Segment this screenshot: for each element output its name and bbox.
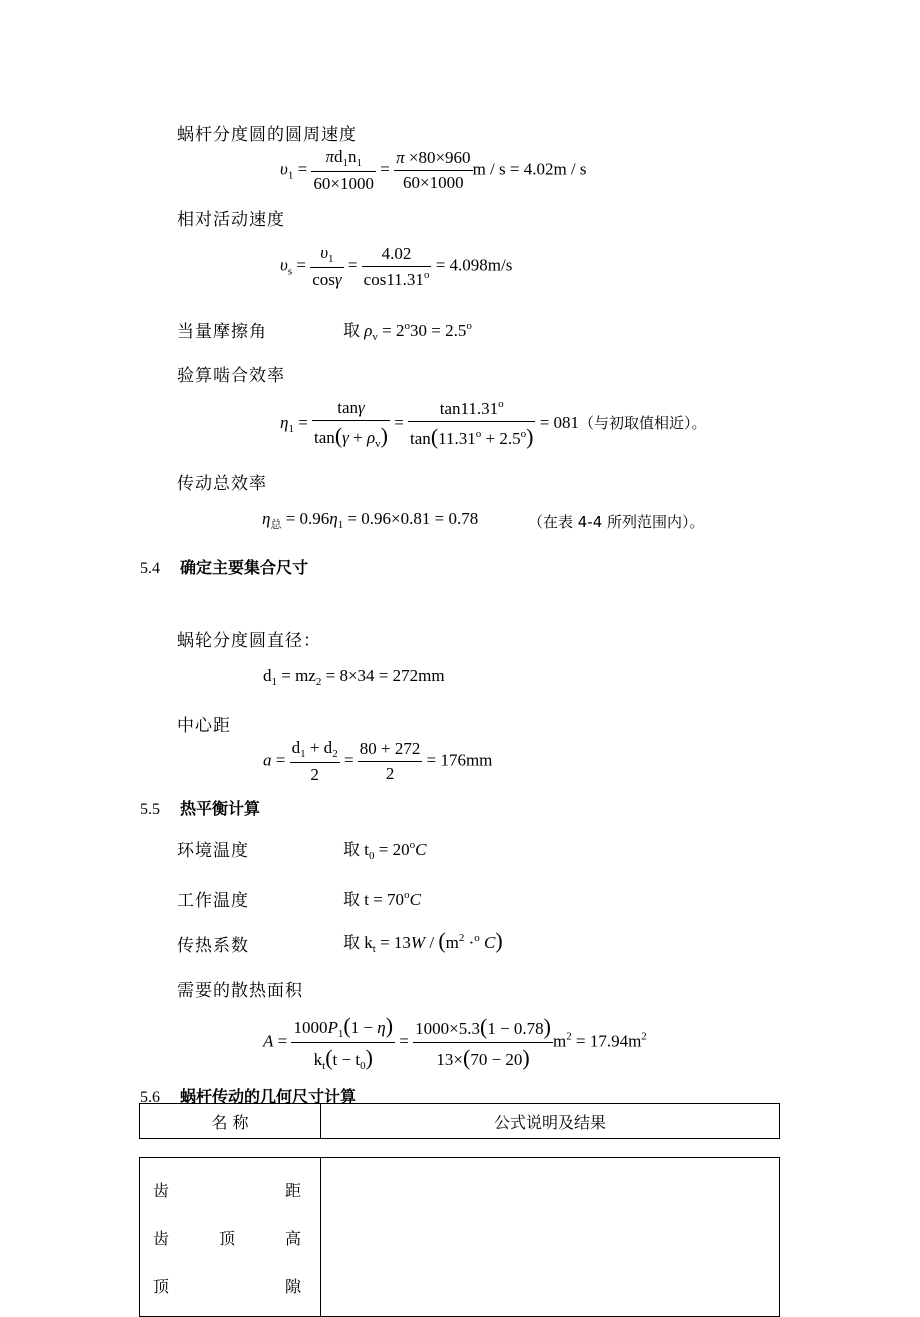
section-heading-5-4 bbox=[140, 555, 308, 578]
equation-d1: $d_1 = mz_2 = 8\times 34 = 272mm$ bbox=[263, 666, 445, 688]
work-temp-value: 取 $t = 70^oC$ bbox=[343, 889, 421, 910]
heat-coef-value: 取 $k_t = 13W / (m^2 \cdot^o$ C) bbox=[343, 928, 503, 955]
total-eff-note: （在表 4-4 所列范围内）。 bbox=[528, 513, 705, 531]
section-title: 确定主要集合尺寸 bbox=[180, 558, 309, 577]
geometry-table-header bbox=[139, 1103, 780, 1139]
friction-angle-label: 当量摩擦角 bbox=[177, 322, 267, 342]
geometry-table-body bbox=[139, 1157, 780, 1317]
wheel-pitch-dia-label: 蜗轮分度圆直径： bbox=[177, 631, 321, 651]
section-number: 5.5 bbox=[140, 801, 160, 818]
equation-v1: $\upsilon_1$ = $\frac{\pi d_1n_1}{60\times 1000}$ = $\frac{\pi \times 80\times 960}{60\times 1000}$ m / s = 4.02m / s bbox=[280, 147, 587, 193]
heat-coef-label: 传热系数 bbox=[177, 936, 249, 956]
center-distance-label: 中心距 bbox=[177, 716, 231, 736]
section-number: 5.4 bbox=[140, 560, 160, 577]
table-row bbox=[153, 1165, 301, 1213]
name-column bbox=[140, 1158, 321, 1317]
sliding-speed-label: 相对活动速度 bbox=[177, 210, 285, 230]
header-name: 名 称 bbox=[140, 1104, 321, 1139]
header-formula: 公式说明及结果 bbox=[321, 1104, 780, 1139]
section-title: 热平衡计算 bbox=[180, 799, 261, 818]
section-title: 蜗杆传动的几何尺寸计算 bbox=[180, 1087, 357, 1106]
row-char: 齿 bbox=[153, 1180, 170, 1200]
equation-eta1: $\eta_1$ = $\frac{\tan\gamma}{\tan(\gamma + \rho_v)}$ = $\frac{\tan 11.31^o}{\tan(11.31^o + 2.5^o)}$ = 081（与初取值相近）。 bbox=[280, 398, 707, 450]
friction-angle-value: 取 $\rho_v = 2^o30 = 2.5^o$ bbox=[343, 320, 472, 343]
row-char: 齿 bbox=[153, 1228, 170, 1248]
equation-A: A = $\frac{1000P_1(1 - \eta)}{k_t(t - t_0)}$ = $\frac{1000\times 5.3(1 - 0.78)}{13\times(70 - 20)}$ $m^2 = 17.94m^2$ bbox=[263, 1013, 647, 1072]
ambient-temp-label: 环境温度 bbox=[177, 841, 249, 861]
formula-column bbox=[321, 1158, 780, 1317]
row-char: 高 bbox=[284, 1228, 301, 1248]
equation-vs: $\upsilon_s$ = $\frac{\upsilon_1}{\cos\gamma}$ = $\frac{4.02}{\cos 11.31^o}$ = 4.098m/s bbox=[280, 243, 513, 289]
section-heading-5-5 bbox=[140, 796, 260, 819]
row-char: 顶 bbox=[218, 1228, 235, 1248]
table-row bbox=[153, 1213, 301, 1261]
ambient-temp-value: 取 $t_0 = 20^oC$ bbox=[343, 839, 427, 862]
row-char: 顶 bbox=[153, 1276, 170, 1296]
work-temp-label: 工作温度 bbox=[177, 891, 249, 911]
equation-a: a = $\frac{d_1 + d_2}{2}$ = $\frac{80 + 272}{2}$ = 176mm bbox=[263, 738, 493, 784]
total-eff-label: 传动总效率 bbox=[177, 474, 267, 494]
row-char: 隙 bbox=[284, 1276, 301, 1296]
heat-area-label: 需要的散热面积 bbox=[177, 981, 303, 1001]
equation-eta-total: $\eta_总 = 0.96\eta_1 = 0.96\times 0.81 = 0.78$ bbox=[262, 509, 479, 531]
efficiency-note: （与初取值相近）。 bbox=[579, 413, 707, 432]
row-char: 距 bbox=[284, 1180, 301, 1200]
section-number: 5.6 bbox=[140, 1089, 160, 1106]
worm-pitch-speed-label: 蜗杆分度圆的圆周速度 bbox=[177, 125, 357, 145]
efficiency-check-label: 验算啮合效率 bbox=[177, 366, 285, 386]
